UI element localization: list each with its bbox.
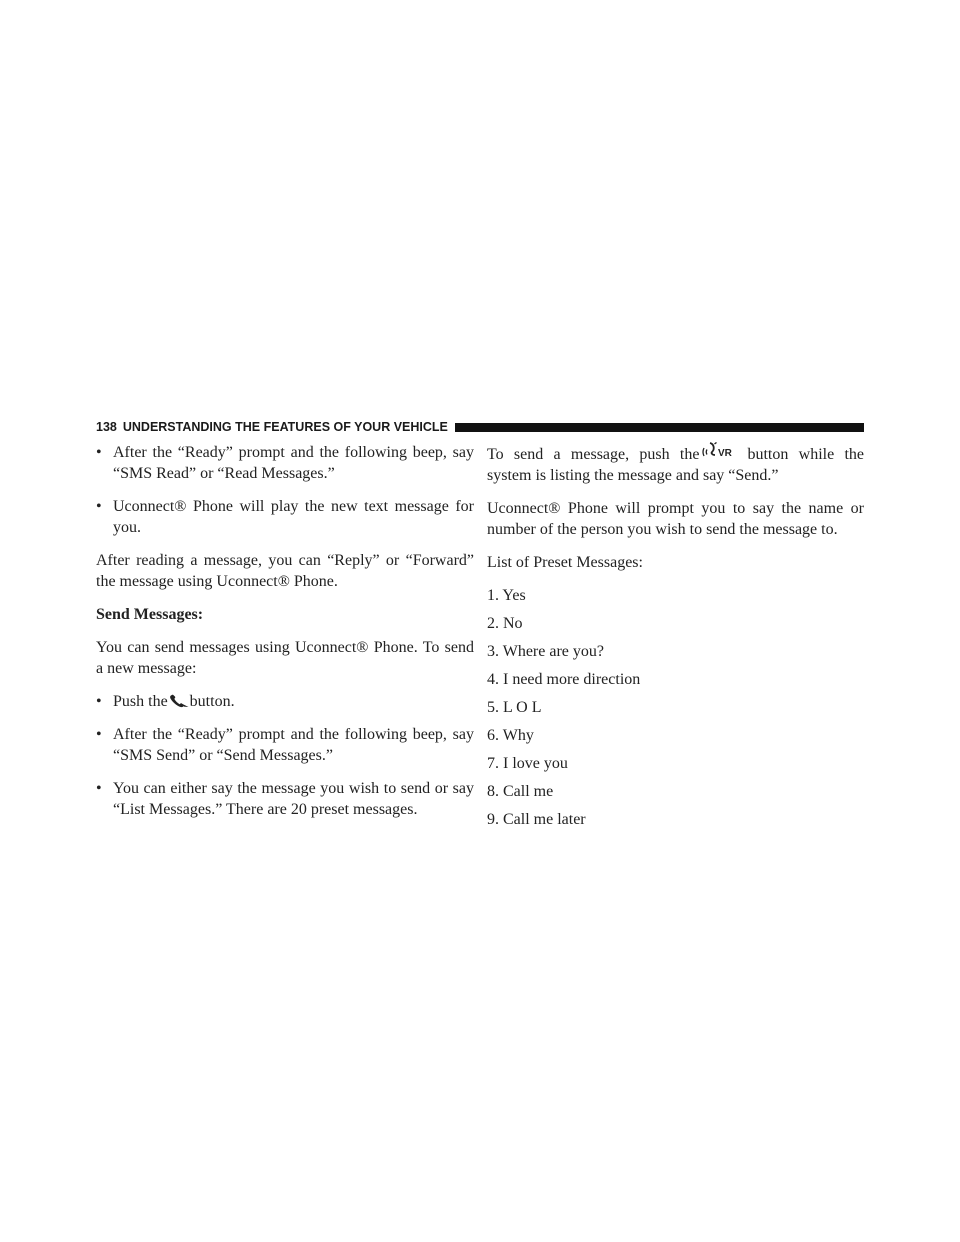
list-item: 5. L O L: [487, 699, 542, 716]
bullet-dot: •: [96, 726, 102, 743]
page-number: 138: [96, 420, 117, 434]
header-rule: [455, 423, 864, 432]
left-column: [96, 442, 474, 832]
list-item: 3. Where are you?: [487, 643, 604, 660]
send-text-after: button while the system is listing the message and say “Send.”: [487, 446, 865, 484]
list-item: 4. I need more direction: [487, 671, 641, 688]
bullet-item: [96, 442, 474, 484]
bullet-item: [96, 778, 474, 820]
send-instruction-paragraph: [487, 442, 864, 486]
preset-list-heading: List of Preset Messages:: [487, 554, 643, 571]
bullet-text: You can either say the message you wish to send or say “List Messages.” There are 20 preset messages.: [113, 780, 474, 818]
bullet-dot: •: [96, 498, 102, 515]
push-text-after: button.: [189, 693, 235, 710]
list-item: 2. No: [487, 615, 523, 632]
send-intro-paragraph: You can send messages using Uconnect® Phone. To send a new message:: [96, 639, 474, 677]
list-item: 7. I love you: [487, 755, 568, 772]
bullet-dot: •: [96, 693, 102, 710]
voice-recognition-icon: [701, 442, 745, 462]
bullet-item: [96, 496, 474, 538]
bullet-dot: •: [96, 780, 102, 797]
prompt-paragraph: Uconnect® Phone will prompt you to say the name or number of the person you wish to send the message to.: [487, 500, 864, 538]
voice-label: VR: [718, 448, 733, 459]
page-header: [96, 418, 864, 436]
section-title: UNDERSTANDING THE FEATURES OF YOUR VEHICLE: [122, 420, 448, 434]
bullet-text: After the “Ready” prompt and the following beep, say “SMS Send” or “Send Messages.”: [113, 726, 474, 764]
send-text-before: To send a message, push the: [487, 446, 700, 463]
push-text-before: Push the: [113, 693, 168, 710]
right-column: [487, 442, 864, 837]
list-item: 6. Why: [487, 727, 534, 744]
list-item: 9. Call me later: [487, 811, 586, 828]
bullet-text: After the “Ready” prompt and the following beep, say “SMS Read” or “Read Messages.”: [113, 444, 474, 482]
phone-icon: [169, 694, 189, 708]
bullet-item: [96, 691, 474, 712]
list-item: 1. Yes: [487, 587, 526, 604]
bullet-dot: •: [96, 444, 102, 461]
bullet-item: [96, 724, 474, 766]
list-item: 8. Call me: [487, 783, 554, 800]
after-reading-paragraph: After reading a message, you can “Reply” or “Forward” the message using Uconnect® Phone.: [96, 552, 474, 590]
bullet-text: Uconnect® Phone will play the new text message for you.: [113, 498, 474, 536]
send-messages-heading: Send Messages:: [96, 606, 204, 623]
